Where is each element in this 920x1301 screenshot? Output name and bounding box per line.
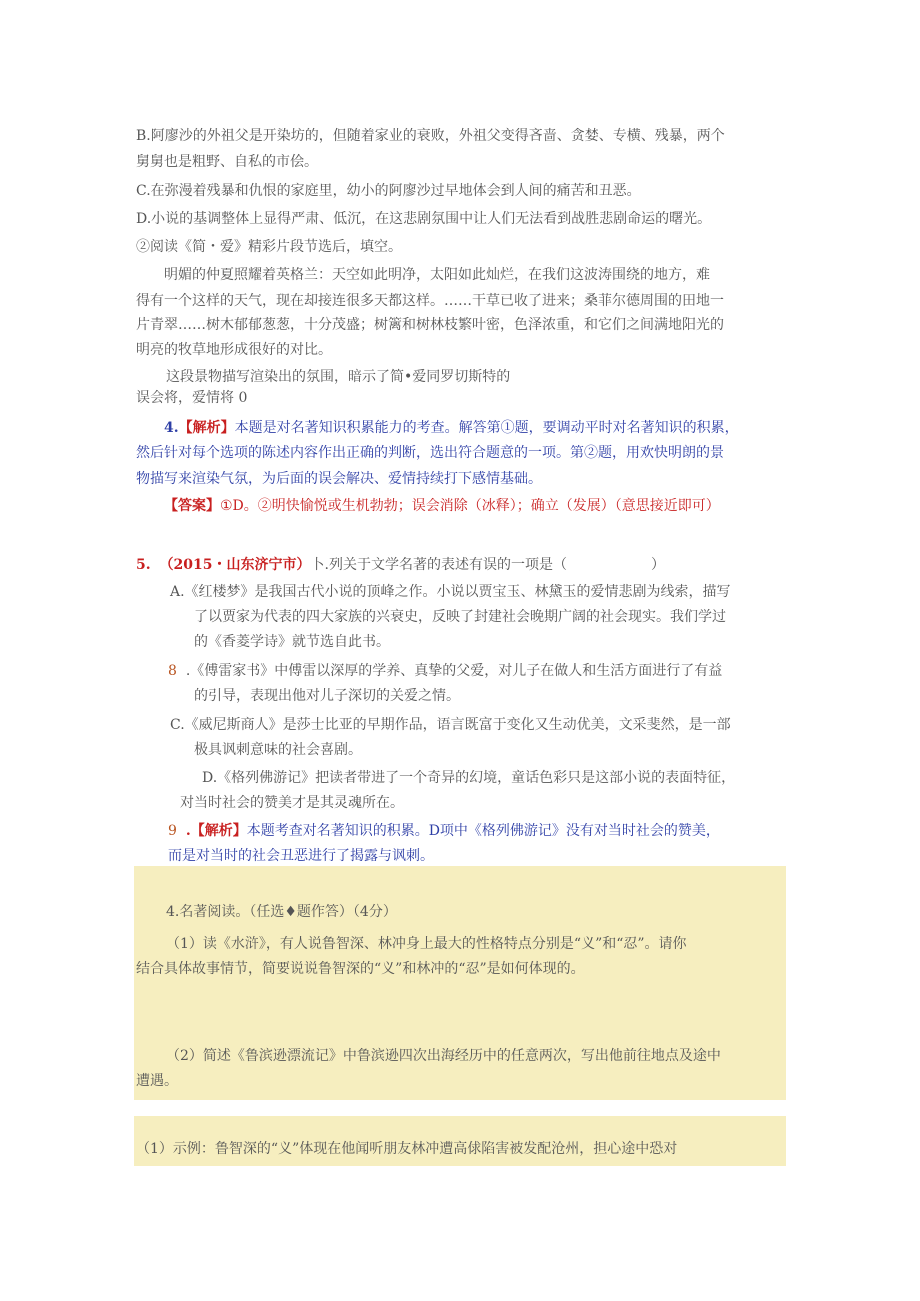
q5-stem (136, 555, 665, 575)
q4-analysis-number: 4. (164, 420, 179, 436)
q4-answer (164, 496, 720, 516)
q5-analysis-label: .【解析】 (185, 823, 247, 839)
q5-analysis-text: 本题考查对名著知识的积累。D项中《格列佛游记》没有对当时社会的赞美， (246, 823, 720, 839)
q4-answer-label: 【答案】 (164, 498, 220, 514)
q6-part2-line2: 遭遇。 (136, 1073, 178, 1089)
q3-option-d: D.小说的基调整体上显得严肃、低沉，在这悲剧氛围中让人们无法看到战胜悲剧命运的曙光。 (136, 211, 712, 227)
q5-option-d-line1: D.《格列佛游记》把读者带进了一个奇异的幻境，童话色彩只是这部小说的表面特征， (202, 770, 736, 786)
q5-option-a-line1: A.《红楼梦》是我国古代小说的顶峰之作。小说以贾宝玉、林黛玉的爱情悲剧为线索，描写 (170, 584, 731, 600)
q6-part1-line2: 结合具体故事情节，简要说说鲁智深的“义”和林冲的“忍”是如何体现的。 (136, 961, 585, 977)
q6-part1-line1: （1）读《水浒》，有人说鲁智深、林冲身上最大的性格特点分别是“义”和“忍”。请你 (166, 936, 687, 952)
q3-part2-prompt: ②阅读《简・爱》精彩片段节选后，填空。 (136, 239, 402, 255)
q5-stem-close: ） (650, 557, 665, 573)
q5-analysis-line1 (168, 821, 720, 841)
q5-option-a-line2: 了以贾家为代表的四大家族的兴衰史，反映了封建社会晚期广阔的社会现实。我们学过 (194, 609, 726, 625)
passage-line: 明媚的仲夏照耀着英格兰：天空如此明净，太阳如此灿烂，在我们这波涛围绕的地方，难 (164, 267, 710, 283)
q5-option-b-line2: 的引导，表现出他对儿子深切的关爱之情。 (194, 688, 460, 704)
q5-option-b-text: .《傅雷家书》中傅雷以深厚的学养、真挚的父爱，对儿子在做人和生活方面进行了有益 (185, 663, 723, 679)
q5-source: （2015・山东济宁市） (159, 557, 311, 573)
q3-option-b-line2: 舅舅也是粗野、自私的市侩。 (136, 154, 318, 170)
q3-option-c: C.在弥漫着残暴和仇恨的家庭里，幼小的阿廖沙过早地体会到人间的痛苦和丑恶。 (136, 183, 641, 199)
q6-part2-line1: （2）简述《鲁滨逊漂流记》中鲁滨逊四次出海经历中的任意两次，写出他前往地点及途中 (166, 1048, 721, 1064)
q5-option-a-line3: 的《香菱学诗》就节选自此书。 (194, 634, 390, 650)
q4-answer-text: ①D。②明快愉悦或生机勃勃；误会消除（冰释）；确立（发展）（意思接近即可） (220, 498, 720, 514)
q5-stem-text: 卜.列关于文学名著的表述有误的一项是（ (310, 557, 567, 573)
q6-answer-line1: （1）示例：鲁智深的“义”体现在他闻听朋友林冲遭高俅陷害被发配沧州，担心途中恐对 (136, 1141, 678, 1157)
q4-analysis-label: 【解析】 (178, 420, 235, 436)
passage-line: 得有一个这样的天气，现在却接连很多天都这样。……干草已收了进来；桑菲尔德周围的田地一 (136, 293, 724, 309)
passage-line: 明亮的牧草地形成很好的对比。 (136, 342, 332, 358)
q5-option-c-line1: C.《威尼斯商人》是莎士比亚的早期作品，语言既富于变化又生动优美，文采斐然，是一部 (170, 717, 731, 733)
q5-option-b-number: 8 (168, 663, 177, 679)
q5-analysis-line2: 而是对当时的社会丑恶进行了揭露与讽刺。 (168, 848, 434, 864)
q5-number: 5. (136, 557, 151, 573)
q4-analysis-line3: 物描写来渲染气氛，为后面的误会解决、爱情持续打下感情基础。 (136, 471, 542, 487)
q3-option-b-line1: B.阿廖沙的外祖父是开染坊的，但随着家业的衰败，外祖父变得吝啬、贪婪、专横、残暴，两个 (136, 128, 725, 144)
q6-title: 4.名著阅读。（任选♦题作答）（4分） (166, 904, 397, 920)
q4-analysis-line2: 然后针对每个选项的陈述内容作出正确的判断，选出符合题意的一项。第②题，用欢快明朗的景 (136, 445, 724, 461)
fill-in-line: 这段景物描写渲染出的氛围，暗示了简•爱同罗切斯特的 (166, 369, 511, 385)
q5-option-b-line1 (168, 661, 722, 681)
q5-option-d-line2: 对当时社会的赞美才是其灵魂所在。 (180, 795, 404, 811)
fill-in-line: 误会将，爱情将 0 (136, 390, 248, 406)
passage-line: 片青翠……树木郁郁葱葱，十分茂盛；树篱和树林枝繁叶密，色泽浓重，和它们之间满地阳光的 (136, 317, 724, 333)
q4-analysis-line1 (164, 418, 739, 438)
q5-analysis-number: 9 (168, 823, 177, 839)
q4-analysis-text: 本题是对名著知识积累能力的考查。解答第①题，要调动平时对名著知识的积累， (234, 420, 739, 436)
q5-option-c-line2: 极具讽刺意味的社会喜剧。 (194, 742, 362, 758)
